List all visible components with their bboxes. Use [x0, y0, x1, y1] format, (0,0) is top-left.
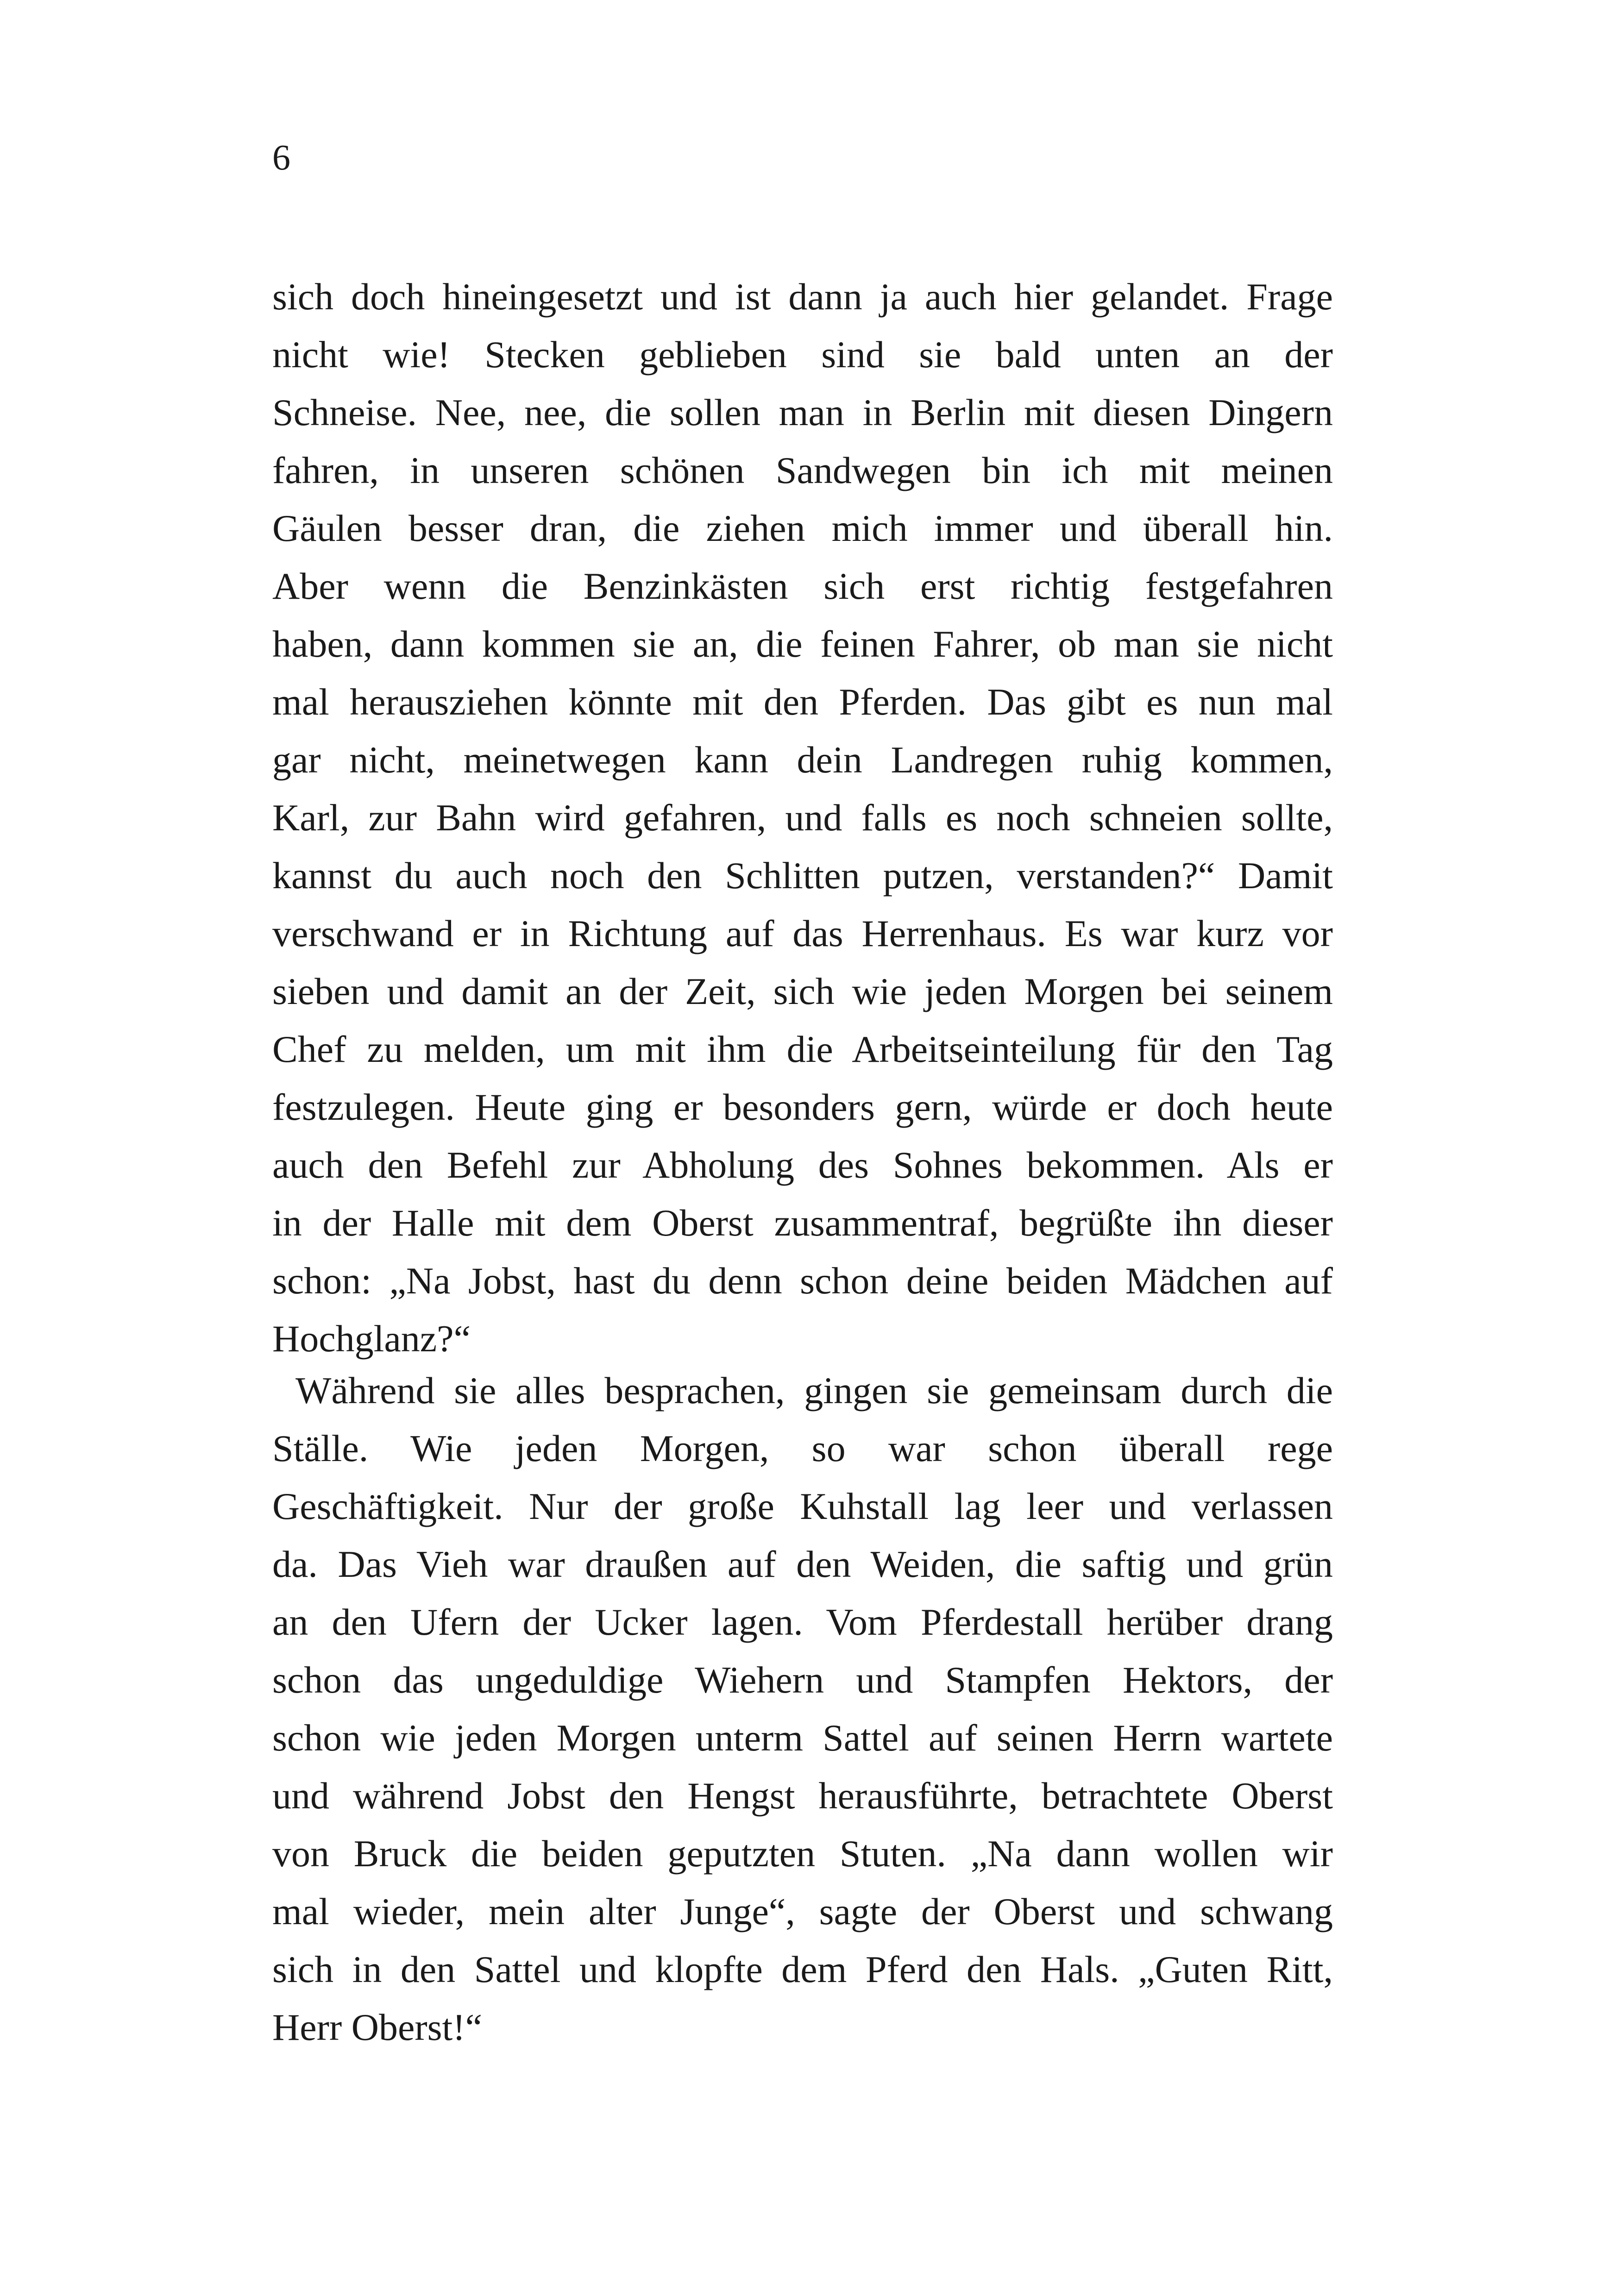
text-line: mal wieder, mein alter Junge“, sagte der Oberst und schwang — [272, 1890, 1333, 1932]
text-line: und während Jobst den Hengst herausführte, betrachtete Oberst — [272, 1775, 1333, 1817]
paragraph-2 — [272, 1361, 1333, 2056]
text-line: Während sie alles besprachen, gingen sie gemeinsam durch die — [295, 1369, 1333, 1411]
text-line: kannst du auch noch den Schlitten putzen, verstanden?“ Damit — [272, 854, 1333, 897]
text-line: fahren, in unseren schönen Sandwegen bin ich mit meinen — [272, 449, 1333, 491]
text-line: gar nicht, meinetwegen kann dein Landregen ruhig kommen, — [272, 739, 1333, 781]
text-line: nicht wie! Stecken geblieben sind sie bald unten an der — [272, 333, 1333, 376]
text-line: sich doch hineingesetzt und ist dann ja auch hier gelandet. Frage — [272, 276, 1333, 318]
text-line: auch den Befehl zur Abholung des Sohnes bekommen. Als er — [272, 1144, 1333, 1186]
text-line: schon das ungeduldige Wiehern und Stampfen Hektors, der — [272, 1659, 1333, 1701]
text-line: haben, dann kommen sie an, die feinen Fahrer, ob man sie nicht — [272, 623, 1333, 665]
text-line: mal herausziehen könnte mit den Pferden. Das gibt es nun mal — [272, 681, 1333, 723]
text-line: in der Halle mit dem Oberst zusammentraf, begrüßte ihn dieser — [272, 1202, 1333, 1244]
text-line: festzulegen. Heute ging er besonders gern, würde er doch heute — [272, 1086, 1333, 1128]
text-line: verschwand er in Richtung auf das Herrenhaus. Es war kurz vor — [272, 912, 1333, 954]
text-line: Ställe. Wie jeden Morgen, so war schon überall rege — [272, 1427, 1333, 1469]
text-line: schon: „Na Jobst, hast du denn schon deine beiden Mädchen auf — [272, 1260, 1333, 1302]
text-line: Herr Oberst!“ — [272, 2006, 483, 2048]
text-line: schon wie jeden Morgen unterm Sattel auf seinen Herrn wartete — [272, 1717, 1333, 1759]
text-line: Schneise. Nee, nee, die sollen man in Berlin mit diesen Dingern — [272, 391, 1333, 433]
text-line: sieben und damit an der Zeit, sich wie jeden Morgen bei seinem — [272, 970, 1333, 1012]
text-line: an den Ufern der Ucker lagen. Vom Pferdestall herüber drang — [272, 1601, 1333, 1643]
text-line: von Bruck die beiden geputzten Stuten. „Na dann wollen wir — [272, 1832, 1333, 1875]
text-line: Aber wenn die Benzinkästen sich erst richtig festgefahren — [272, 565, 1333, 607]
text-line: Hochglanz?“ — [272, 1317, 471, 1360]
text-line: Gäulen besser dran, die ziehen mich immer und überall hin. — [272, 507, 1333, 549]
paragraph-1 — [272, 268, 1333, 1368]
text-line: Chef zu melden, um mit ihm die Arbeitseinteilung für den Tag — [272, 1028, 1333, 1070]
text-line: da. Das Vieh war draußen auf den Weiden, die saftig und grün — [272, 1543, 1333, 1585]
page-number: 6 — [272, 137, 290, 177]
text-line: sich in den Sattel und klopfte dem Pferd den Hals. „Guten Ritt, — [272, 1948, 1333, 1990]
text-line: Geschäftigkeit. Nur der große Kuhstall lag leer und verlassen — [272, 1485, 1333, 1527]
text-line: Karl, zur Bahn wird gefahren, und falls es noch schneien sollte, — [272, 797, 1333, 839]
